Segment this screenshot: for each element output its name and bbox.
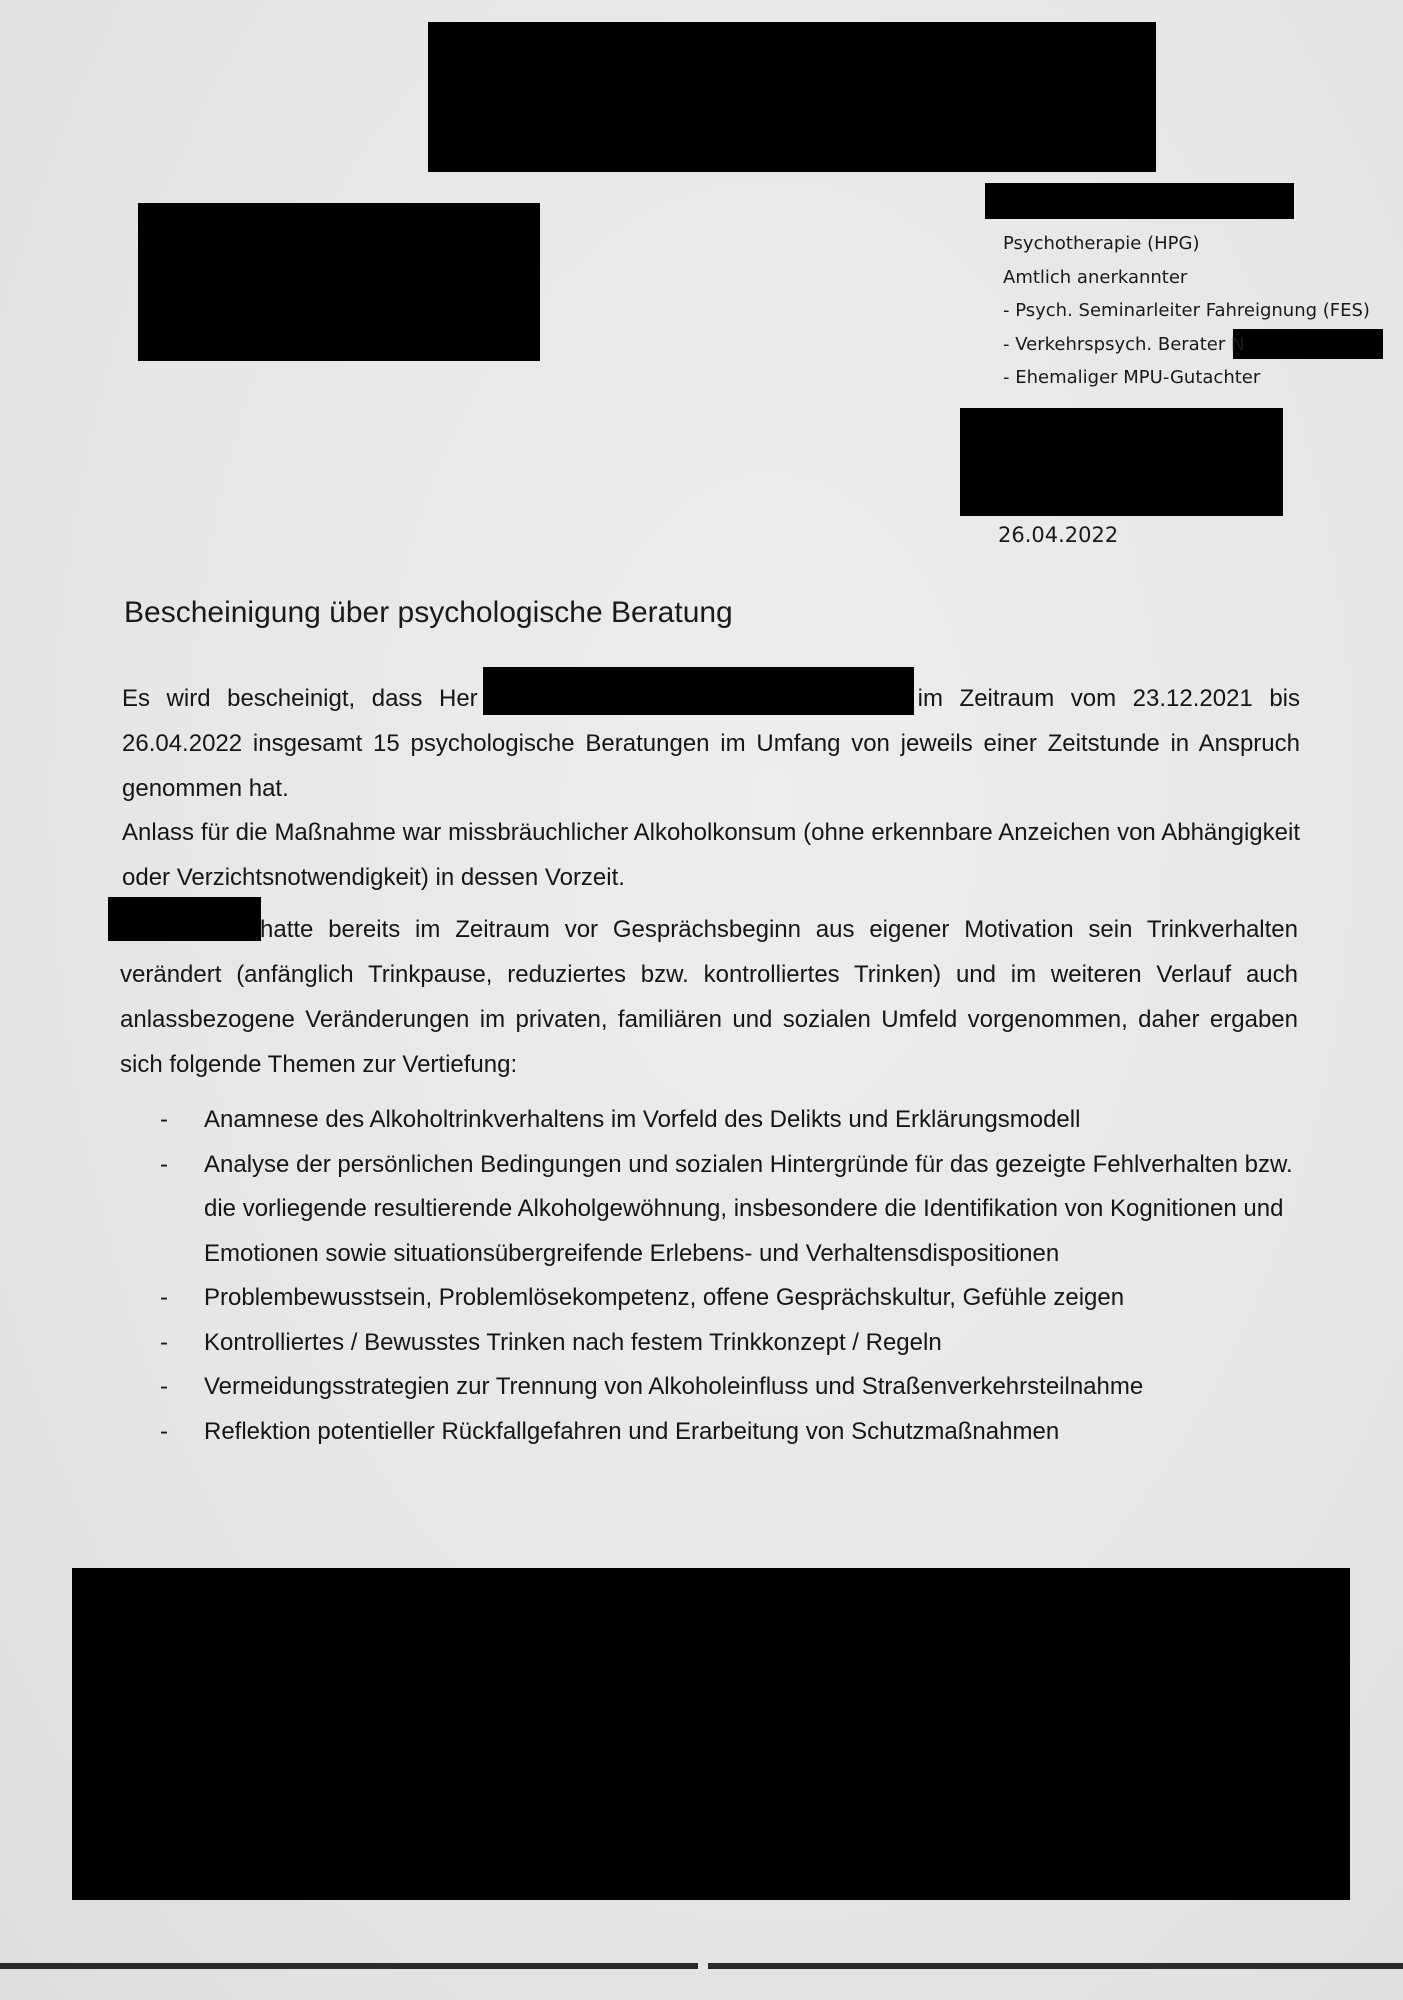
paragraph-progress (120, 907, 1298, 1087)
topic-text: Analyse der persönlichen Bedingungen und sozialen Hintergründe für das gezeigte Fehlverhalten bzw. die vorliegende resultierende Alkoholgewöhnung, insbesondere die Identifikation von Kognitionen und Emotionen sowie situationsübergreifende Erlebens- und Verhaltensdispositionen (204, 1150, 1293, 1267)
paragraph-certification-rest: im Zeitraum vom 23.12.2021 bis 26.04.2022 insgesamt 15 psychologische Beratungen im Umfang von jeweils einer Zeitstunde in Anspruch genommen hat. (122, 685, 1300, 802)
topic-text: Reflektion potentieller Rückfallgefahren und Erarbeitung von Schutzmaßnahmen (204, 1417, 1060, 1445)
list-item (150, 1410, 1300, 1455)
redacted-sender-address (960, 408, 1283, 516)
list-item (150, 1365, 1300, 1410)
redacted-sender-name (985, 183, 1294, 219)
sender-line: - Verkehrspsych. Berater N (1003, 333, 1245, 355)
list-item (150, 1276, 1300, 1321)
paragraph-certification (122, 676, 1300, 811)
paragraph-certification-start: Es wird bescheinigt, dass Her (122, 685, 478, 712)
sender-line: - Ehemaliger MPU-Gutachter (1003, 367, 1261, 388)
bullet-dash: - (160, 1417, 168, 1445)
list-item (150, 1143, 1300, 1277)
bullet-dash: - (160, 1373, 168, 1400)
bullet-dash: - (160, 1106, 168, 1133)
redacted-signature-footer (72, 1568, 1350, 1900)
bullet-dash: - (160, 1284, 168, 1311)
sender-block (1003, 227, 1370, 395)
list-item (150, 1098, 1300, 1143)
bullet-dash: - (160, 1150, 168, 1178)
redacted-letterhead (428, 22, 1156, 172)
topic-text: Problembewusstsein, Problemlösekompetenz, offene Gesprächskultur, Gefühle zeigen (204, 1284, 1125, 1311)
footer-rule-left (0, 1963, 698, 1969)
topics-list (150, 1098, 1300, 1454)
paragraph-reason: Anlass für die Maßnahme war missbräuchlicher Alkoholkonsum (ohne erkennbare Anzeichen von Abhängigkeit oder Verzichtsnotwendigkeit) in dessen Vorzeit. (122, 819, 1300, 891)
sender-line: Psychotherapie (HPG) (1003, 233, 1200, 254)
footer-rule-right (708, 1963, 1403, 1969)
topic-text: Anamnese des Alkoholtrinkverhaltens im Vorfeld des Delikts und Erklärungsmodell (204, 1106, 1081, 1133)
bullet-dash: - (160, 1328, 168, 1356)
topic-text: Vermeidungsstrategien zur Trennung von Alkoholeinfluss und Straßenverkehrsteilnahme (204, 1373, 1144, 1400)
paragraph-progress-text: hatte bereits im Zeitraum vor Gesprächsbeginn aus eigener Motivation sein Trinkverhalten verändert (anfänglich Trinkpause, reduziertes bzw. kontrolliertes Trinken) und im weiteren Verlauf auch anlassbezogene Veränderungen im privaten, familiären und sozialen Umfeld vorgenommen, daher ergaben sich folgende Themen zur Vertiefung: (120, 916, 1298, 1078)
document-date: 26.04.2022 (998, 523, 1119, 547)
sender-line: Amtlich anerkannter (1003, 266, 1188, 288)
document-title: Bescheinigung über psychologische Beratung (124, 596, 733, 629)
topic-text: Kontrolliertes / Bewusstes Trinken nach festem Trinkkonzept / Regeln (204, 1328, 942, 1356)
list-item (150, 1321, 1300, 1366)
redacted-recipient-address (138, 203, 540, 361)
sender-line: - Psych. Seminarleiter Fahreignung (FES) (1003, 300, 1370, 321)
